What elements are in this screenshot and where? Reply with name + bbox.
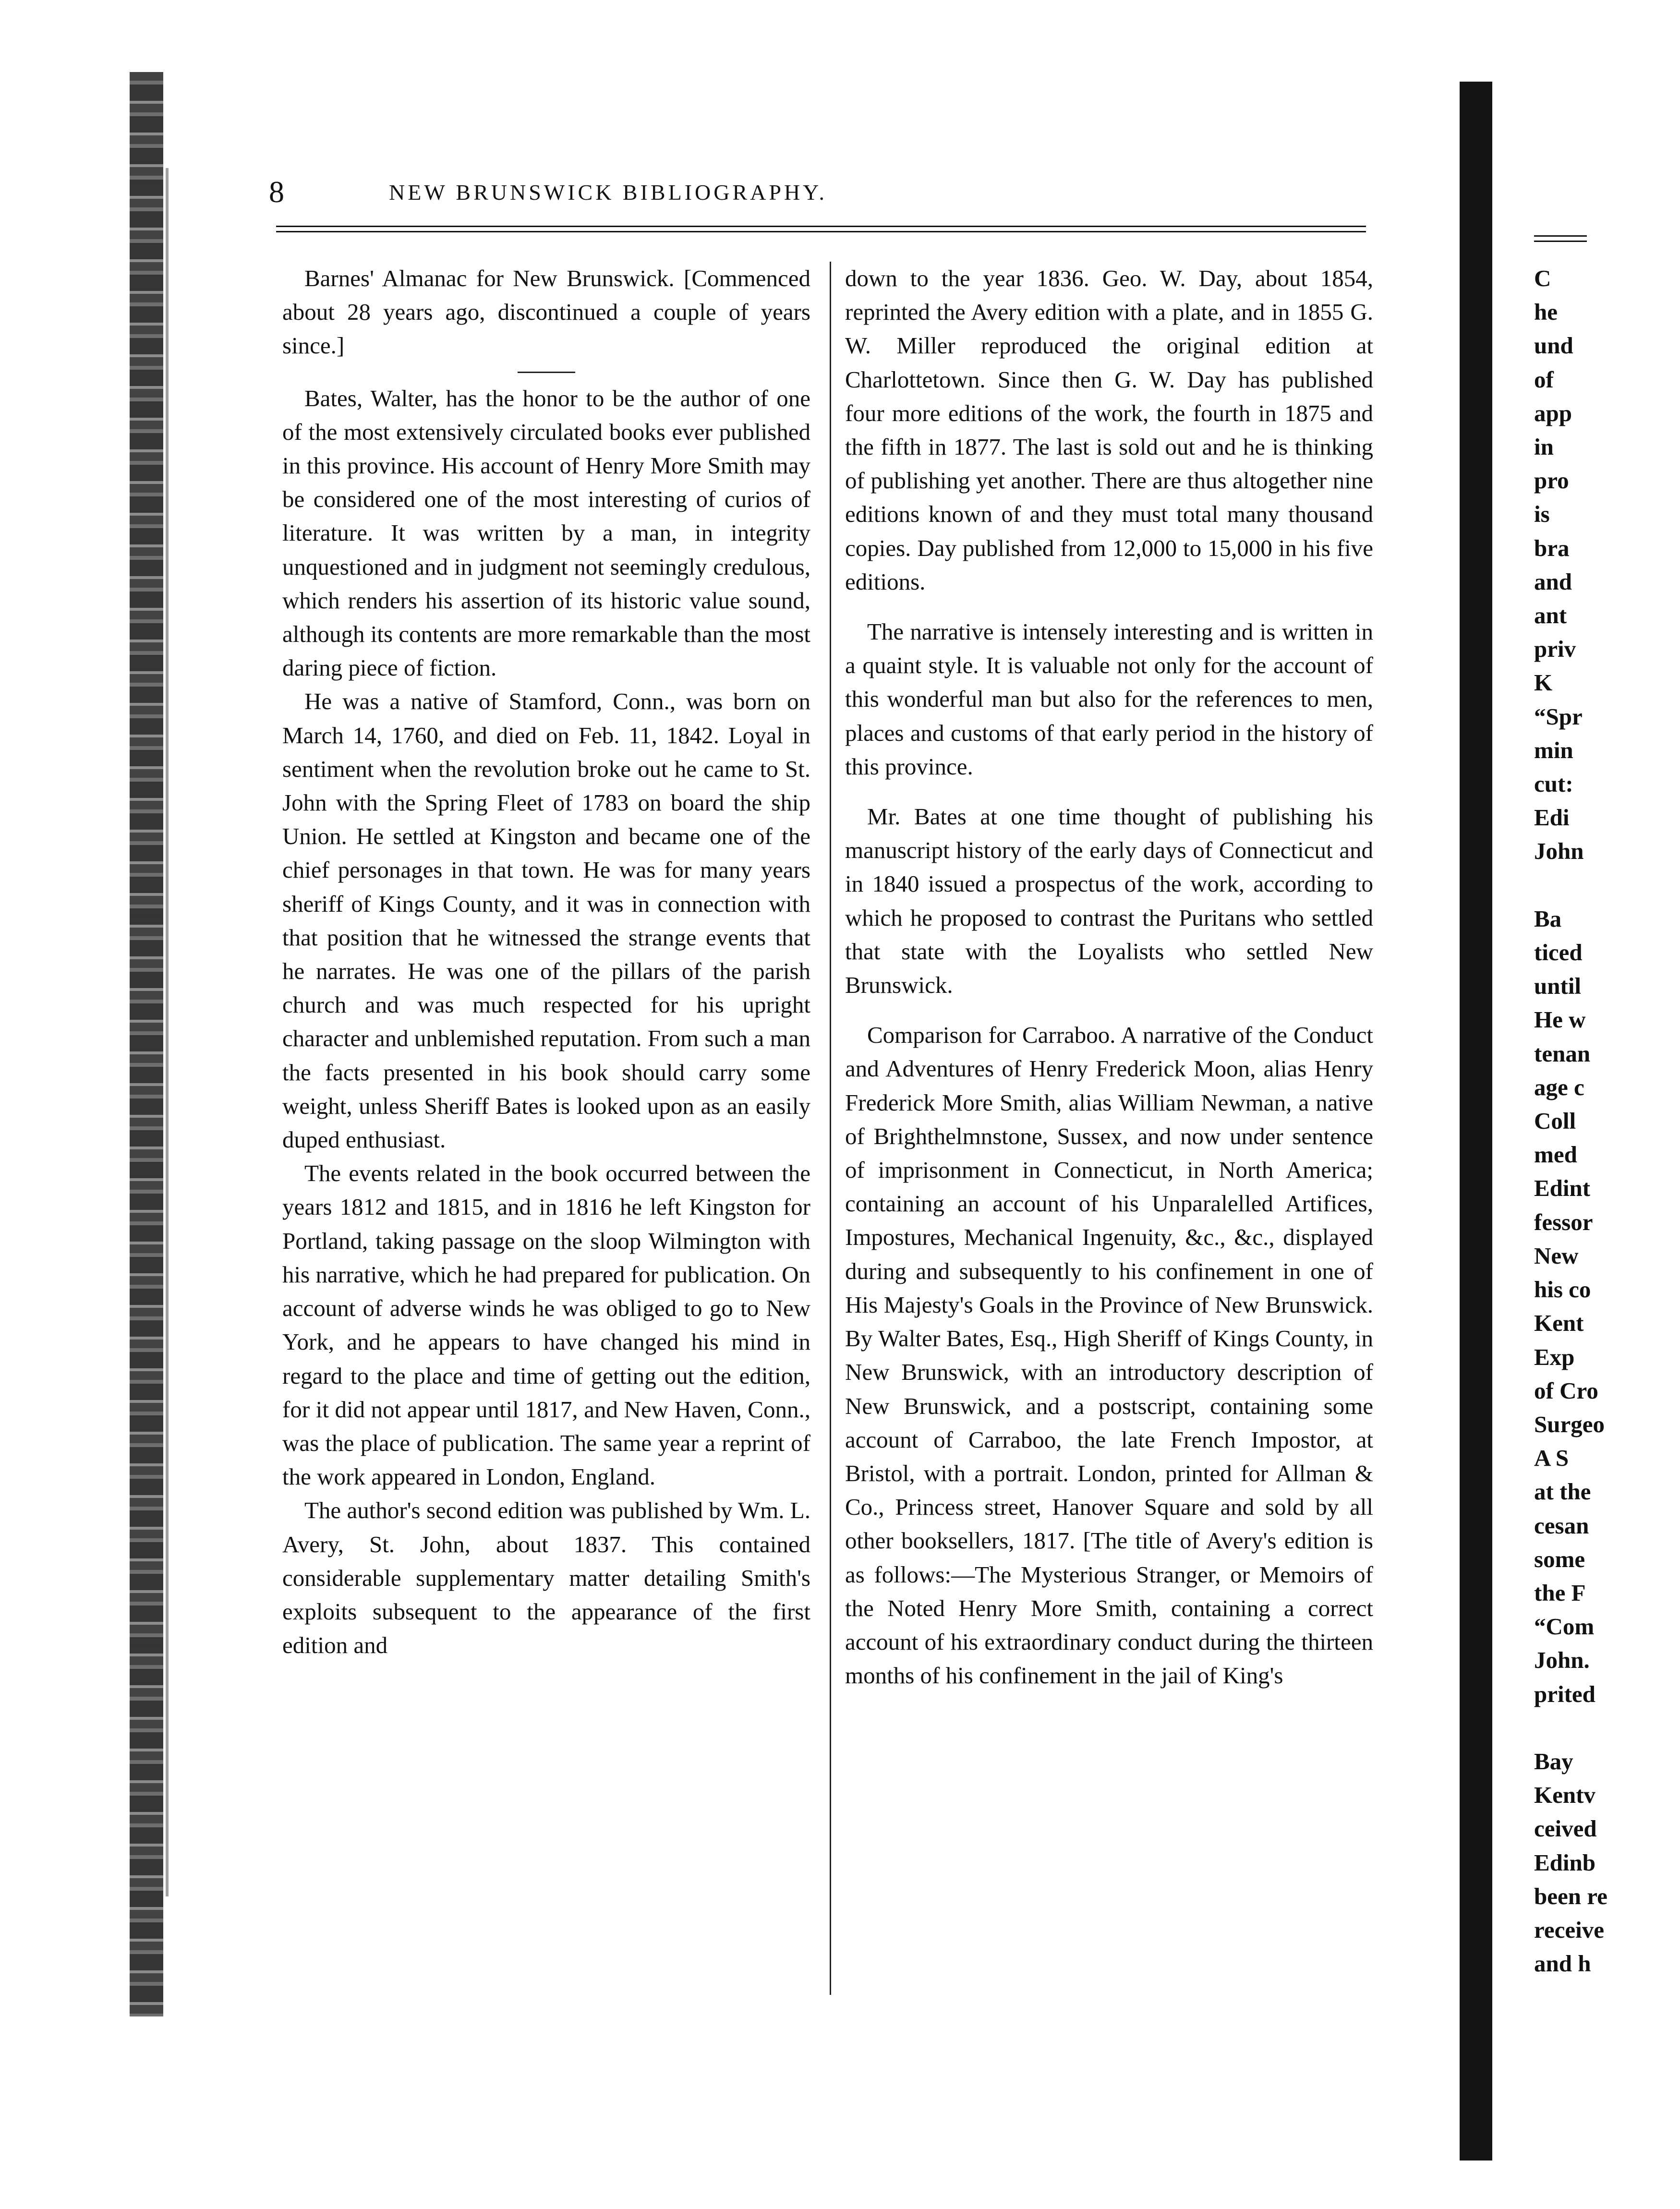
next-page-fragment-line: some — [1534, 1545, 1585, 1572]
entry-bates-walter: Bates, Walter, has the honor to be the author of one of the most extensively circulated books ever published in this province. His account of Henry More Smith may be considered one of the most interesting of curios of literature. It was written by a man, in integrity unquestioned and in judgment not seemingly credulous, which renders his assertion of its historic value sound, although its contents are more remarkable than the most daring piece of fiction. — [282, 385, 810, 681]
fragment-gap — [1534, 869, 1678, 902]
next-page-fragment-line: and — [1534, 568, 1572, 595]
next-page-fragment-line: Edint — [1534, 1175, 1591, 1202]
page-header — [269, 173, 1373, 211]
next-page-fragment-line: ceived — [1534, 1815, 1597, 1842]
next-page-fragment-line: tenan — [1534, 1040, 1591, 1067]
next-page-fragment-line: “Spr — [1534, 703, 1583, 730]
next-page-fragment-line: the F — [1534, 1579, 1586, 1606]
next-page-fragment-line: Kent — [1534, 1310, 1584, 1337]
next-page-fragment-line: Surgeo — [1534, 1411, 1605, 1437]
next-page-fragments — [1534, 262, 1678, 2000]
next-page-fragment-line: app — [1534, 399, 1572, 426]
right-column — [845, 262, 1373, 1995]
next-page-header-rule — [1534, 235, 1587, 242]
paragraph-connecticut-history: Mr. Bates at one time thought of publishing his manuscript history of the early days of Connecticut and in 1840 issued a prospectus of the work, according to which he proposed to contrast the Puritans who settled that state with the Loyalists who settled New Brunswick. — [845, 803, 1373, 999]
next-page-fragment-line: ant — [1534, 602, 1567, 629]
next-page-fragment-line: K — [1534, 669, 1553, 696]
next-page-fragment-line: age c — [1534, 1074, 1584, 1100]
next-page-fragment-line: cut: — [1534, 771, 1573, 797]
next-page-fragment-line: bra — [1534, 534, 1570, 561]
next-page-fragment-line: C — [1534, 265, 1551, 291]
next-page-fragment-line: Bay — [1534, 1748, 1573, 1774]
entry-comparison-carraboo: Comparison for Carraboo. A narrative of the Conduct and Adventures of Henry Frederick Moon, alias Henry Frederick More Smith, alias William Newman, a native of Brighthelmnstone, Sussex, and now under sentence of imprisonment in Connecticut, in North America; containing an account of his Unparalelled Artifices, Impostures, Mechanical Ingenuity, &c., &c., displayed during and subsequently to his confinement in one of His Majesty's Goals in the Province of New Brunswick. By Walter Bates, Esq., High Sheriff of Kings County, in New Brunswick, with an introductory description of New Brunswick, and a postscript, containing some account of Carraboo, the late French Impostor, at Bristol, with a portrait. London, printed for Allman & Co., Princess street, Hanover Square and sold by all other booksellers, 1817. [The title of Avery's edition is as follows:—The Mysterious Stranger, or Memoirs of the Noted Henry More Smith, containing a correct account of his extraordinary conduct during the thirteen months of his confinement in the jail of King's — [845, 1022, 1373, 1689]
header-double-rule — [276, 226, 1366, 232]
scan-binding-edge — [130, 72, 163, 2016]
next-page-fragment-line: Edi — [1534, 804, 1570, 831]
next-page-fragment-line: John. — [1534, 1647, 1590, 1674]
next-page-fragment-line: Exp — [1534, 1343, 1575, 1370]
next-page-fragment-line: min — [1534, 736, 1573, 763]
next-page-fragment-line: und — [1534, 332, 1573, 359]
next-page-fragment-line: of — [1534, 366, 1554, 393]
next-page-fragment-line: Ba — [1534, 905, 1562, 932]
next-page-fragment-line: been re — [1534, 1883, 1607, 1909]
next-page-fragment-line: “Com — [1534, 1613, 1595, 1640]
column-divider — [830, 262, 831, 1995]
running-title: NEW BRUNSWICK BIBLIOGRAPHY. — [389, 180, 827, 205]
next-page-fragment-line: receive — [1534, 1916, 1604, 1943]
next-page-fragment-line: He w — [1534, 1006, 1586, 1033]
next-page-fragment-line: fessor — [1534, 1208, 1593, 1235]
paragraph-editions-continued: down to the year 1836. Geo. W. Day, about 1854, reprinted the Avery edition with a plate, and in 1855 G. W. Miller reproduced the original edition at Charlottetown. Since then G. W. Day has published four more editions of the work, the fourth in 1875 and the fifth in 1877. The last is sold out and he is thinking of publishing yet another. There are thus altogether nine editions known of and they must total many thousand copies. Day published from 12,000 to 15,000 in his five editions. — [845, 265, 1373, 595]
next-page-fragment-line: Kentv — [1534, 1782, 1595, 1809]
next-page-fragment-line: Coll — [1534, 1108, 1576, 1135]
fragment-gap — [1534, 1711, 1678, 1745]
paragraph-second-edition: The author's second edition was published by Wm. L. Avery, St. John, about 1837. This contained considerable supplementary matter detailing Smith's exploits subsequent to the appearance of the first edition and — [282, 1497, 810, 1659]
scan-binding-shadow — [166, 168, 169, 1896]
next-page-fragment-line: his co — [1534, 1276, 1591, 1303]
next-page-fragment-line: until — [1534, 973, 1582, 1000]
next-page-fragment-line: and h — [1534, 1950, 1591, 1977]
next-page-fragment-line: Edinb — [1534, 1849, 1596, 1876]
next-page-fragment-line: of Cro — [1534, 1377, 1598, 1404]
next-page-fragment-line: ticed — [1534, 939, 1583, 966]
paragraph-narrative-style: The narrative is intensely interesting and is written in a quaint style. It is valuable not only for the account of this wonderful man but also for the references to men, places and customs of that early period in the history of this province. — [845, 618, 1373, 780]
entry-barnes-almanac: Barnes' Almanac for New Brunswick. [Commenced about 28 years ago, discontinued a couple of years since.] — [282, 265, 810, 359]
next-page-fragment-line: pro — [1534, 467, 1569, 494]
left-column — [282, 262, 810, 1995]
paragraph-events-related: The events related in the book occurred between the years 1812 and 1815, and in 1816 he left Kingston for Portland, taking passage on the sloop Wilmington with his narrative, which he had prepared for publication. On account of adverse winds he was obliged to go to New York, and he appears to have changed his mind in regard to the place and time of getting out the edition, for it did not appear until 1817, and New Haven, Conn., was the place of publication. The same year a reprint of the work appeared in London, England. — [282, 1160, 810, 1490]
next-page-fragment-line: at the — [1534, 1478, 1591, 1505]
paragraph-bates-biography: He was a native of Stamford, Conn., was born on March 14, 1760, and died on Feb. 11, 1842. Loyal in sentiment when the revolution broke out he came to St. John with the Spring Fleet of 1783 on board the ship Union. He settled at Kingston and became one of the chief personages in that town. He was for many years sheriff of Kings County, and it was in connection with that position that he witnessed the strange events that he narrates. He was one of the pillars of the parish church and was much respected for his upright character and unblemished reputation. From such a man the facts presented in his book should carry some weight, unless Sheriff Bates is looked upon as an easily duped enthusiast. — [282, 688, 810, 1153]
next-page-fragment-line: is — [1534, 501, 1550, 528]
next-page-fragment-line: cesan — [1534, 1512, 1589, 1539]
next-page-fragment-line: John — [1534, 838, 1584, 865]
next-page-fragment-line: New — [1534, 1242, 1579, 1269]
page-number: 8 — [269, 175, 284, 209]
next-page-fragment-line: prited — [1534, 1680, 1595, 1707]
next-page-fragment-line: he — [1534, 299, 1558, 326]
entry-separator-rule — [518, 372, 575, 373]
next-page-fragment-line: priv — [1534, 636, 1576, 663]
next-page-fragment-line: med — [1534, 1141, 1577, 1168]
next-page-fragment-line: in — [1534, 434, 1554, 460]
next-page-fragment-line: A S — [1534, 1445, 1569, 1472]
page-gutter-shadow — [1460, 82, 1492, 2161]
